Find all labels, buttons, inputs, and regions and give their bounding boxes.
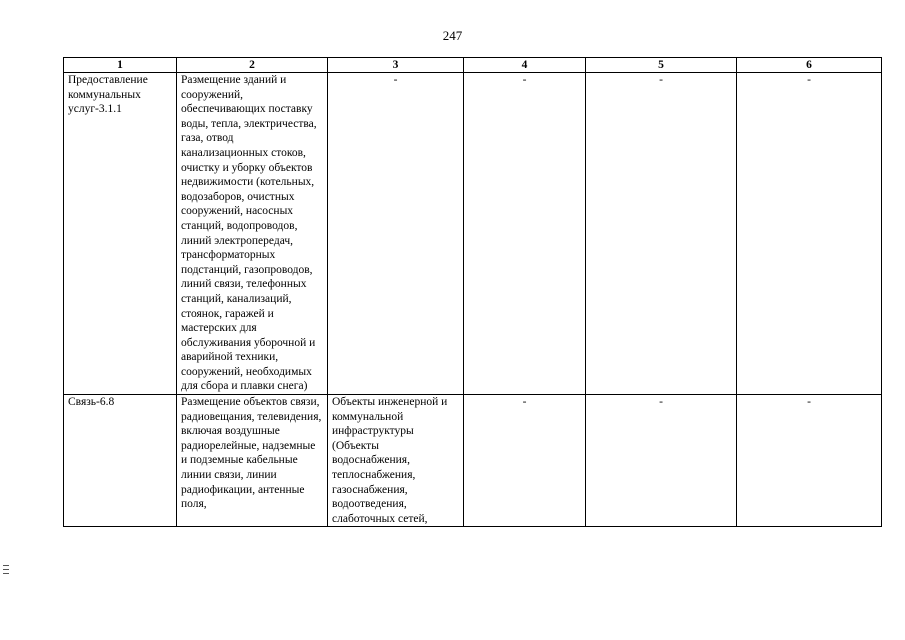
column-header-2: 2 — [177, 58, 328, 73]
use-description-cell: Размещение зданий и сооружений, обеспечивающих поставку воды, тепла, электричества, газа, отвод канализационных стоков, очистку и уборку объектов недвижимости (котельных, водозаборов, очистных сооружений, насосных станций, водопроводов, линий электропередач, трансформаторных подстанций, газопроводов, линий связи, телефонных станций, канализаций, стоянок, гаражей и мастерских для обслуживания уборочной и аварийной техники, сооружений, необходимых для сбора и плавки снега) — [177, 73, 328, 395]
table-row — [64, 395, 882, 527]
use-type-cell: Связь-6.8 — [64, 395, 177, 527]
column-6-cell: - — [737, 73, 882, 395]
column-header-1: 1 — [64, 58, 177, 73]
use-type-cell: Предоставление коммунальных услуг-3.1.1 — [64, 73, 177, 395]
scan-margin-mark — [3, 565, 9, 579]
column-5-cell: - — [586, 73, 737, 395]
column-header-3: 3 — [328, 58, 464, 73]
column-5-cell: - — [586, 395, 737, 527]
column-header-6: 6 — [737, 58, 882, 73]
use-description-cell: Размещение объектов связи, радиовещания, телевидения, включая воздушные радиорелейные, надземные и подземные кабельные линии связи, линии радиофикации, антенные поля, — [177, 395, 328, 527]
column-3-cell: - — [328, 73, 464, 395]
table-row — [64, 73, 882, 395]
column-header-5: 5 — [586, 58, 737, 73]
column-4-cell: - — [464, 73, 586, 395]
column-6-cell: - — [737, 395, 882, 527]
column-4-cell: - — [464, 395, 586, 527]
page-number: 247 — [442, 28, 463, 43]
table-header-row — [64, 58, 882, 73]
zoning-table — [63, 57, 882, 527]
column-header-4: 4 — [464, 58, 586, 73]
column-3-cell: Объекты инженерной и коммунальной инфраструктуры (Объекты водоснабжения, теплоснабжения, газоснабжения, водоотведения, слаботочных сетей, — [328, 395, 464, 527]
